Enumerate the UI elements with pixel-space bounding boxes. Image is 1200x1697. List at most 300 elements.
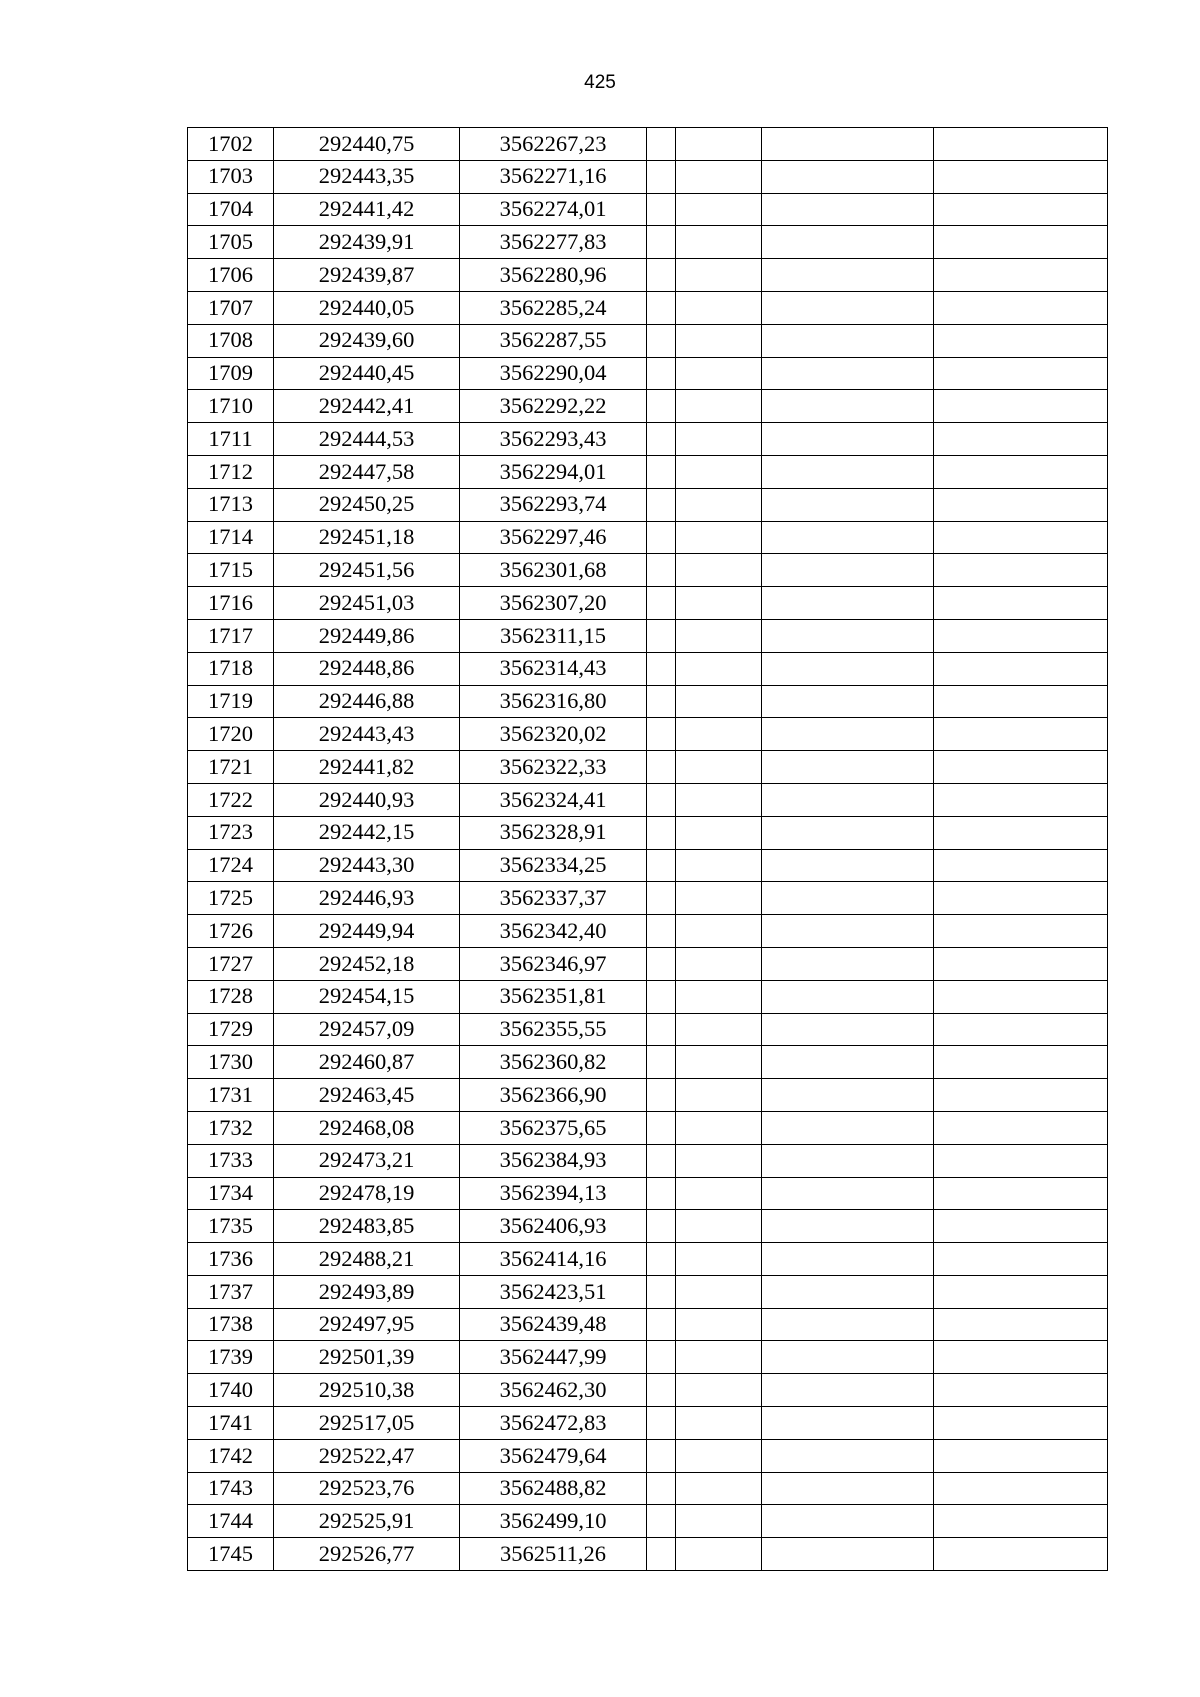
- empty-cell: [676, 1144, 762, 1177]
- point-number-cell: 1744: [188, 1505, 274, 1538]
- point-number-cell: 1743: [188, 1472, 274, 1505]
- y-coordinate-cell: 3562294,01: [460, 455, 647, 488]
- empty-cell: [934, 1144, 1108, 1177]
- empty-cell: [676, 882, 762, 915]
- empty-cell: [676, 488, 762, 521]
- empty-cell: [676, 947, 762, 980]
- point-number-cell: 1727: [188, 947, 274, 980]
- empty-cell: [647, 390, 676, 423]
- y-coordinate-cell: 3562346,97: [460, 947, 647, 980]
- empty-cell: [676, 390, 762, 423]
- empty-cell: [934, 1243, 1108, 1276]
- empty-cell: [647, 128, 676, 161]
- empty-cell: [934, 685, 1108, 718]
- y-coordinate-cell: 3562287,55: [460, 324, 647, 357]
- y-coordinate-cell: 3562439,48: [460, 1308, 647, 1341]
- empty-cell: [762, 1144, 934, 1177]
- y-coordinate-cell: 3562472,83: [460, 1407, 647, 1440]
- empty-cell: [934, 816, 1108, 849]
- y-coordinate-cell: 3562337,37: [460, 882, 647, 915]
- empty-cell: [676, 1079, 762, 1112]
- point-number-cell: 1715: [188, 554, 274, 587]
- empty-cell: [934, 915, 1108, 948]
- y-coordinate-cell: 3562277,83: [460, 226, 647, 259]
- empty-cell: [934, 1374, 1108, 1407]
- y-coordinate-cell: 3562292,22: [460, 390, 647, 423]
- empty-cell: [676, 1046, 762, 1079]
- empty-cell: [762, 652, 934, 685]
- y-coordinate-cell: 3562342,40: [460, 915, 647, 948]
- empty-cell: [762, 554, 934, 587]
- empty-cell: [762, 685, 934, 718]
- empty-cell: [676, 718, 762, 751]
- empty-cell: [647, 587, 676, 620]
- y-coordinate-cell: 3562366,90: [460, 1079, 647, 1112]
- x-coordinate-cell: 292450,25: [274, 488, 460, 521]
- empty-cell: [762, 423, 934, 456]
- point-number-cell: 1705: [188, 226, 274, 259]
- empty-cell: [934, 1472, 1108, 1505]
- empty-cell: [676, 1210, 762, 1243]
- empty-cell: [934, 226, 1108, 259]
- empty-cell: [934, 619, 1108, 652]
- empty-cell: [676, 980, 762, 1013]
- empty-cell: [934, 1308, 1108, 1341]
- empty-cell: [934, 324, 1108, 357]
- y-coordinate-cell: 3562511,26: [460, 1538, 647, 1571]
- empty-cell: [647, 1538, 676, 1571]
- empty-cell: [934, 1505, 1108, 1538]
- x-coordinate-cell: 292483,85: [274, 1210, 460, 1243]
- x-coordinate-cell: 292501,39: [274, 1341, 460, 1374]
- point-number-cell: 1722: [188, 783, 274, 816]
- x-coordinate-cell: 292523,76: [274, 1472, 460, 1505]
- empty-cell: [762, 455, 934, 488]
- empty-cell: [647, 193, 676, 226]
- empty-cell: [647, 1374, 676, 1407]
- point-number-cell: 1737: [188, 1275, 274, 1308]
- empty-cell: [647, 1177, 676, 1210]
- empty-cell: [762, 1439, 934, 1472]
- empty-cell: [934, 1177, 1108, 1210]
- y-coordinate-cell: 3562499,10: [460, 1505, 647, 1538]
- empty-cell: [934, 1538, 1108, 1571]
- x-coordinate-cell: 292444,53: [274, 423, 460, 456]
- table-row: [188, 947, 1108, 980]
- y-coordinate-cell: 3562447,99: [460, 1341, 647, 1374]
- point-number-cell: 1738: [188, 1308, 274, 1341]
- point-number-cell: 1724: [188, 849, 274, 882]
- y-coordinate-cell: 3562307,20: [460, 587, 647, 620]
- empty-cell: [762, 1013, 934, 1046]
- empty-cell: [647, 357, 676, 390]
- coordinates-table: [187, 127, 1108, 1571]
- empty-cell: [647, 455, 676, 488]
- empty-cell: [647, 226, 676, 259]
- table-row: [188, 849, 1108, 882]
- x-coordinate-cell: 292443,35: [274, 160, 460, 193]
- table-row: [188, 1275, 1108, 1308]
- empty-cell: [676, 619, 762, 652]
- point-number-cell: 1706: [188, 259, 274, 292]
- empty-cell: [676, 751, 762, 784]
- y-coordinate-cell: 3562293,43: [460, 423, 647, 456]
- empty-cell: [934, 1079, 1108, 1112]
- empty-cell: [762, 849, 934, 882]
- empty-cell: [647, 1308, 676, 1341]
- empty-cell: [647, 521, 676, 554]
- table-row: [188, 1374, 1108, 1407]
- empty-cell: [676, 1013, 762, 1046]
- empty-cell: [676, 1111, 762, 1144]
- empty-cell: [934, 947, 1108, 980]
- point-number-cell: 1720: [188, 718, 274, 751]
- point-number-cell: 1740: [188, 1374, 274, 1407]
- x-coordinate-cell: 292451,03: [274, 587, 460, 620]
- empty-cell: [676, 226, 762, 259]
- empty-cell: [676, 1407, 762, 1440]
- y-coordinate-cell: 3562322,33: [460, 751, 647, 784]
- empty-cell: [762, 1374, 934, 1407]
- point-number-cell: 1729: [188, 1013, 274, 1046]
- empty-cell: [647, 783, 676, 816]
- x-coordinate-cell: 292439,60: [274, 324, 460, 357]
- point-number-cell: 1707: [188, 291, 274, 324]
- y-coordinate-cell: 3562320,02: [460, 718, 647, 751]
- point-number-cell: 1732: [188, 1111, 274, 1144]
- empty-cell: [762, 587, 934, 620]
- y-coordinate-cell: 3562351,81: [460, 980, 647, 1013]
- empty-cell: [676, 193, 762, 226]
- point-number-cell: 1731: [188, 1079, 274, 1112]
- empty-cell: [647, 554, 676, 587]
- empty-cell: [676, 1374, 762, 1407]
- y-coordinate-cell: 3562311,15: [460, 619, 647, 652]
- table-row: [188, 324, 1108, 357]
- empty-cell: [934, 193, 1108, 226]
- empty-cell: [762, 324, 934, 357]
- point-number-cell: 1742: [188, 1439, 274, 1472]
- point-number-cell: 1716: [188, 587, 274, 620]
- x-coordinate-cell: 292446,93: [274, 882, 460, 915]
- point-number-cell: 1734: [188, 1177, 274, 1210]
- empty-cell: [934, 1439, 1108, 1472]
- x-coordinate-cell: 292525,91: [274, 1505, 460, 1538]
- empty-cell: [762, 619, 934, 652]
- empty-cell: [762, 751, 934, 784]
- empty-cell: [762, 291, 934, 324]
- empty-cell: [676, 291, 762, 324]
- x-coordinate-cell: 292449,94: [274, 915, 460, 948]
- empty-cell: [762, 718, 934, 751]
- point-number-cell: 1719: [188, 685, 274, 718]
- empty-cell: [676, 1505, 762, 1538]
- point-number-cell: 1709: [188, 357, 274, 390]
- x-coordinate-cell: 292460,87: [274, 1046, 460, 1079]
- empty-cell: [676, 324, 762, 357]
- point-number-cell: 1736: [188, 1243, 274, 1276]
- empty-cell: [934, 1210, 1108, 1243]
- table-row: [188, 751, 1108, 784]
- x-coordinate-cell: 292452,18: [274, 947, 460, 980]
- table-row: [188, 1013, 1108, 1046]
- point-number-cell: 1723: [188, 816, 274, 849]
- table-row: [188, 882, 1108, 915]
- empty-cell: [647, 751, 676, 784]
- y-coordinate-cell: 3562355,55: [460, 1013, 647, 1046]
- empty-cell: [647, 1472, 676, 1505]
- table-row: [188, 128, 1108, 161]
- y-coordinate-cell: 3562479,64: [460, 1439, 647, 1472]
- empty-cell: [647, 882, 676, 915]
- empty-cell: [647, 718, 676, 751]
- y-coordinate-cell: 3562375,65: [460, 1111, 647, 1144]
- empty-cell: [762, 1210, 934, 1243]
- y-coordinate-cell: 3562406,93: [460, 1210, 647, 1243]
- empty-cell: [676, 423, 762, 456]
- x-coordinate-cell: 292526,77: [274, 1538, 460, 1571]
- x-coordinate-cell: 292454,15: [274, 980, 460, 1013]
- empty-cell: [676, 1243, 762, 1276]
- point-number-cell: 1726: [188, 915, 274, 948]
- empty-cell: [647, 488, 676, 521]
- empty-cell: [647, 1341, 676, 1374]
- empty-cell: [934, 488, 1108, 521]
- point-number-cell: 1725: [188, 882, 274, 915]
- point-number-cell: 1704: [188, 193, 274, 226]
- empty-cell: [676, 816, 762, 849]
- point-number-cell: 1717: [188, 619, 274, 652]
- empty-cell: [647, 1407, 676, 1440]
- table-row: [188, 291, 1108, 324]
- empty-cell: [647, 1243, 676, 1276]
- empty-cell: [676, 1538, 762, 1571]
- empty-cell: [647, 1111, 676, 1144]
- empty-cell: [647, 259, 676, 292]
- y-coordinate-cell: 3562290,04: [460, 357, 647, 390]
- empty-cell: [762, 915, 934, 948]
- empty-cell: [762, 1177, 934, 1210]
- x-coordinate-cell: 292468,08: [274, 1111, 460, 1144]
- empty-cell: [647, 1013, 676, 1046]
- empty-cell: [676, 1275, 762, 1308]
- point-number-cell: 1745: [188, 1538, 274, 1571]
- table-row: [188, 488, 1108, 521]
- empty-cell: [762, 1308, 934, 1341]
- empty-cell: [762, 783, 934, 816]
- x-coordinate-cell: 292443,43: [274, 718, 460, 751]
- point-number-cell: 1703: [188, 160, 274, 193]
- x-coordinate-cell: 292493,89: [274, 1275, 460, 1308]
- y-coordinate-cell: 3562271,16: [460, 160, 647, 193]
- point-number-cell: 1721: [188, 751, 274, 784]
- empty-cell: [934, 128, 1108, 161]
- table-row: [188, 1308, 1108, 1341]
- empty-cell: [934, 357, 1108, 390]
- empty-cell: [647, 1144, 676, 1177]
- table-row: [188, 554, 1108, 587]
- y-coordinate-cell: 3562297,46: [460, 521, 647, 554]
- table-row: [188, 521, 1108, 554]
- empty-cell: [762, 1407, 934, 1440]
- table-row: [188, 619, 1108, 652]
- table-row: [188, 1144, 1108, 1177]
- x-coordinate-cell: 292441,42: [274, 193, 460, 226]
- point-number-cell: 1730: [188, 1046, 274, 1079]
- x-coordinate-cell: 292446,88: [274, 685, 460, 718]
- point-number-cell: 1735: [188, 1210, 274, 1243]
- table-row: [188, 783, 1108, 816]
- x-coordinate-cell: 292440,75: [274, 128, 460, 161]
- table-row: [188, 1439, 1108, 1472]
- table-row: [188, 816, 1108, 849]
- empty-cell: [934, 751, 1108, 784]
- empty-cell: [762, 488, 934, 521]
- empty-cell: [762, 226, 934, 259]
- empty-cell: [762, 882, 934, 915]
- table-row: [188, 455, 1108, 488]
- y-coordinate-cell: 3562360,82: [460, 1046, 647, 1079]
- empty-cell: [934, 554, 1108, 587]
- table-row: [188, 193, 1108, 226]
- empty-cell: [647, 324, 676, 357]
- y-coordinate-cell: 3562324,41: [460, 783, 647, 816]
- empty-cell: [676, 587, 762, 620]
- y-coordinate-cell: 3562423,51: [460, 1275, 647, 1308]
- empty-cell: [934, 160, 1108, 193]
- y-coordinate-cell: 3562280,96: [460, 259, 647, 292]
- table-row: [188, 718, 1108, 751]
- empty-cell: [934, 455, 1108, 488]
- empty-cell: [676, 1308, 762, 1341]
- table-row: [188, 1472, 1108, 1505]
- table-row: [188, 1046, 1108, 1079]
- empty-cell: [762, 1472, 934, 1505]
- x-coordinate-cell: 292473,21: [274, 1144, 460, 1177]
- empty-cell: [762, 1111, 934, 1144]
- point-number-cell: 1728: [188, 980, 274, 1013]
- x-coordinate-cell: 292439,91: [274, 226, 460, 259]
- empty-cell: [762, 816, 934, 849]
- empty-cell: [647, 619, 676, 652]
- point-number-cell: 1712: [188, 455, 274, 488]
- table-row: [188, 226, 1108, 259]
- point-number-cell: 1741: [188, 1407, 274, 1440]
- x-coordinate-cell: 292440,45: [274, 357, 460, 390]
- point-number-cell: 1713: [188, 488, 274, 521]
- page-number: 425: [584, 72, 616, 93]
- x-coordinate-cell: 292488,21: [274, 1243, 460, 1276]
- empty-cell: [647, 1046, 676, 1079]
- empty-cell: [762, 980, 934, 1013]
- empty-cell: [762, 128, 934, 161]
- y-coordinate-cell: 3562316,80: [460, 685, 647, 718]
- empty-cell: [934, 1407, 1108, 1440]
- x-coordinate-cell: 292451,18: [274, 521, 460, 554]
- table-row: [188, 1407, 1108, 1440]
- y-coordinate-cell: 3562285,24: [460, 291, 647, 324]
- empty-cell: [934, 587, 1108, 620]
- empty-cell: [762, 1275, 934, 1308]
- empty-cell: [647, 291, 676, 324]
- empty-cell: [676, 554, 762, 587]
- empty-cell: [762, 521, 934, 554]
- point-number-cell: 1702: [188, 128, 274, 161]
- empty-cell: [762, 193, 934, 226]
- empty-cell: [676, 1472, 762, 1505]
- x-coordinate-cell: 292463,45: [274, 1079, 460, 1112]
- empty-cell: [934, 1013, 1108, 1046]
- empty-cell: [934, 849, 1108, 882]
- empty-cell: [762, 1243, 934, 1276]
- empty-cell: [762, 259, 934, 292]
- y-coordinate-cell: 3562334,25: [460, 849, 647, 882]
- empty-cell: [934, 291, 1108, 324]
- empty-cell: [647, 423, 676, 456]
- empty-cell: [762, 1079, 934, 1112]
- empty-cell: [647, 1079, 676, 1112]
- table-row: [188, 1243, 1108, 1276]
- x-coordinate-cell: 292522,47: [274, 1439, 460, 1472]
- y-coordinate-cell: 3562414,16: [460, 1243, 647, 1276]
- table-row: [188, 980, 1108, 1013]
- empty-cell: [647, 915, 676, 948]
- empty-cell: [934, 652, 1108, 685]
- empty-cell: [934, 1275, 1108, 1308]
- empty-cell: [934, 1046, 1108, 1079]
- empty-cell: [762, 390, 934, 423]
- x-coordinate-cell: 292478,19: [274, 1177, 460, 1210]
- empty-cell: [934, 980, 1108, 1013]
- empty-cell: [676, 259, 762, 292]
- empty-cell: [676, 652, 762, 685]
- x-coordinate-cell: 292517,05: [274, 1407, 460, 1440]
- table-row: [188, 1210, 1108, 1243]
- table-row: [188, 1538, 1108, 1571]
- x-coordinate-cell: 292440,93: [274, 783, 460, 816]
- empty-cell: [647, 1210, 676, 1243]
- empty-cell: [934, 783, 1108, 816]
- x-coordinate-cell: 292443,30: [274, 849, 460, 882]
- empty-cell: [676, 160, 762, 193]
- x-coordinate-cell: 292451,56: [274, 554, 460, 587]
- empty-cell: [676, 1341, 762, 1374]
- table-row: [188, 423, 1108, 456]
- y-coordinate-cell: 3562301,68: [460, 554, 647, 587]
- x-coordinate-cell: 292497,95: [274, 1308, 460, 1341]
- x-coordinate-cell: 292457,09: [274, 1013, 460, 1046]
- empty-cell: [762, 1341, 934, 1374]
- empty-cell: [647, 685, 676, 718]
- empty-cell: [647, 1439, 676, 1472]
- empty-cell: [762, 1538, 934, 1571]
- table-row: [188, 1341, 1108, 1374]
- table-row: [188, 685, 1108, 718]
- x-coordinate-cell: 292447,58: [274, 455, 460, 488]
- table-row: [188, 390, 1108, 423]
- x-coordinate-cell: 292442,15: [274, 816, 460, 849]
- empty-cell: [934, 1111, 1108, 1144]
- x-coordinate-cell: 292442,41: [274, 390, 460, 423]
- empty-cell: [647, 1505, 676, 1538]
- empty-cell: [934, 259, 1108, 292]
- empty-cell: [676, 783, 762, 816]
- empty-cell: [762, 947, 934, 980]
- point-number-cell: 1739: [188, 1341, 274, 1374]
- x-coordinate-cell: 292439,87: [274, 259, 460, 292]
- empty-cell: [934, 423, 1108, 456]
- empty-cell: [676, 1439, 762, 1472]
